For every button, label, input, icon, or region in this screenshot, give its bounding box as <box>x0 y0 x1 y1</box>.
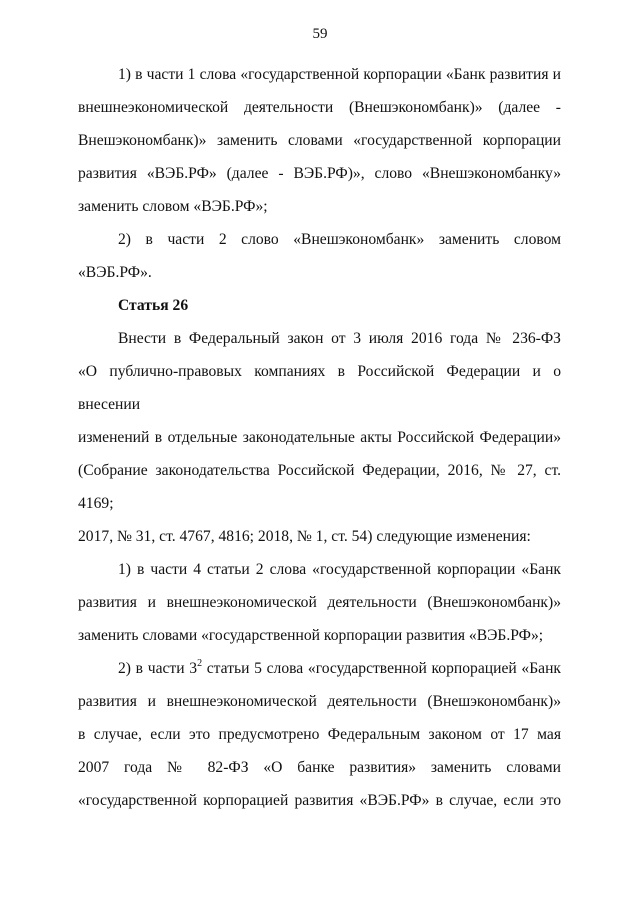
text-line: заменить словом «ВЭБ.РФ»; <box>78 198 268 215</box>
text-line <box>78 652 561 685</box>
paragraph-amendment-1 <box>78 553 561 652</box>
page-number: 59 <box>312 26 328 42</box>
text-line: заменить словами «государственной корпорации развития «ВЭБ.РФ»; <box>78 627 544 644</box>
paragraph-amendment-2 <box>78 652 561 817</box>
text-line: 2) в части 2 слово «Внешэкономбанк» заменить словом «ВЭБ.РФ». <box>78 231 561 281</box>
paragraph-intro <box>78 322 561 553</box>
text-line: изменений в отдельные законодательные акты Российской Федерации» <box>78 429 561 446</box>
text-line: 1) в части 1 слова «государственной корпорации «Банк развития и <box>118 66 561 83</box>
text-line: развития и внешнеэкономической деятельности (Внешэкономбанк)» <box>78 693 561 710</box>
text-line: «государственной корпорацией развития «ВЭБ.РФ» в случае, если это <box>78 792 561 809</box>
text-line: (Собрание законодательства Российской Федерации, 2016, № 27, ст. 4169; <box>78 462 561 512</box>
text-line: развития и внешнеэкономической деятельности (Внешэкономбанк)» <box>78 594 561 611</box>
text-line: «О публично-правовых компаниях в Российской Федерации и о внесении <box>78 363 561 413</box>
paragraph-item-2 <box>78 223 561 289</box>
text-line: Внешэкономбанк)» заменить словами «государственной корпорации <box>78 132 561 149</box>
article-heading: Статья 26 <box>118 297 189 314</box>
superscript: 2 <box>197 657 203 669</box>
text-line: 1) в части 4 статьи 2 слова «государственной корпорации «Банк <box>118 561 561 578</box>
text-line: 2007 года № 82-ФЗ «О банке развития» заменить словами <box>78 759 561 776</box>
text-fragment: 2) в части 3 <box>118 660 198 677</box>
text-line: развития «ВЭБ.РФ» (далее - ВЭБ.РФ)», слово «Внешэкономбанку» <box>78 165 561 182</box>
text-line: внешнеэкономической деятельности (Внешэкономбанк)» (далее - <box>78 99 561 116</box>
text-fragment: статьи 5 слова «государственной корпорацией «Банк <box>202 660 561 677</box>
paragraph-item-1 <box>78 58 561 223</box>
text-line: в случае, если это предусмотрено Федеральным законом от 17 мая <box>78 726 561 743</box>
text-line: Внести в Федеральный закон от 3 июля 2016 года № 236-ФЗ <box>118 330 561 347</box>
document-body <box>78 58 561 817</box>
text-line: 2017, № 31, ст. 4767, 4816; 2018, № 1, ст. 54) следующие изменения: <box>78 528 531 545</box>
